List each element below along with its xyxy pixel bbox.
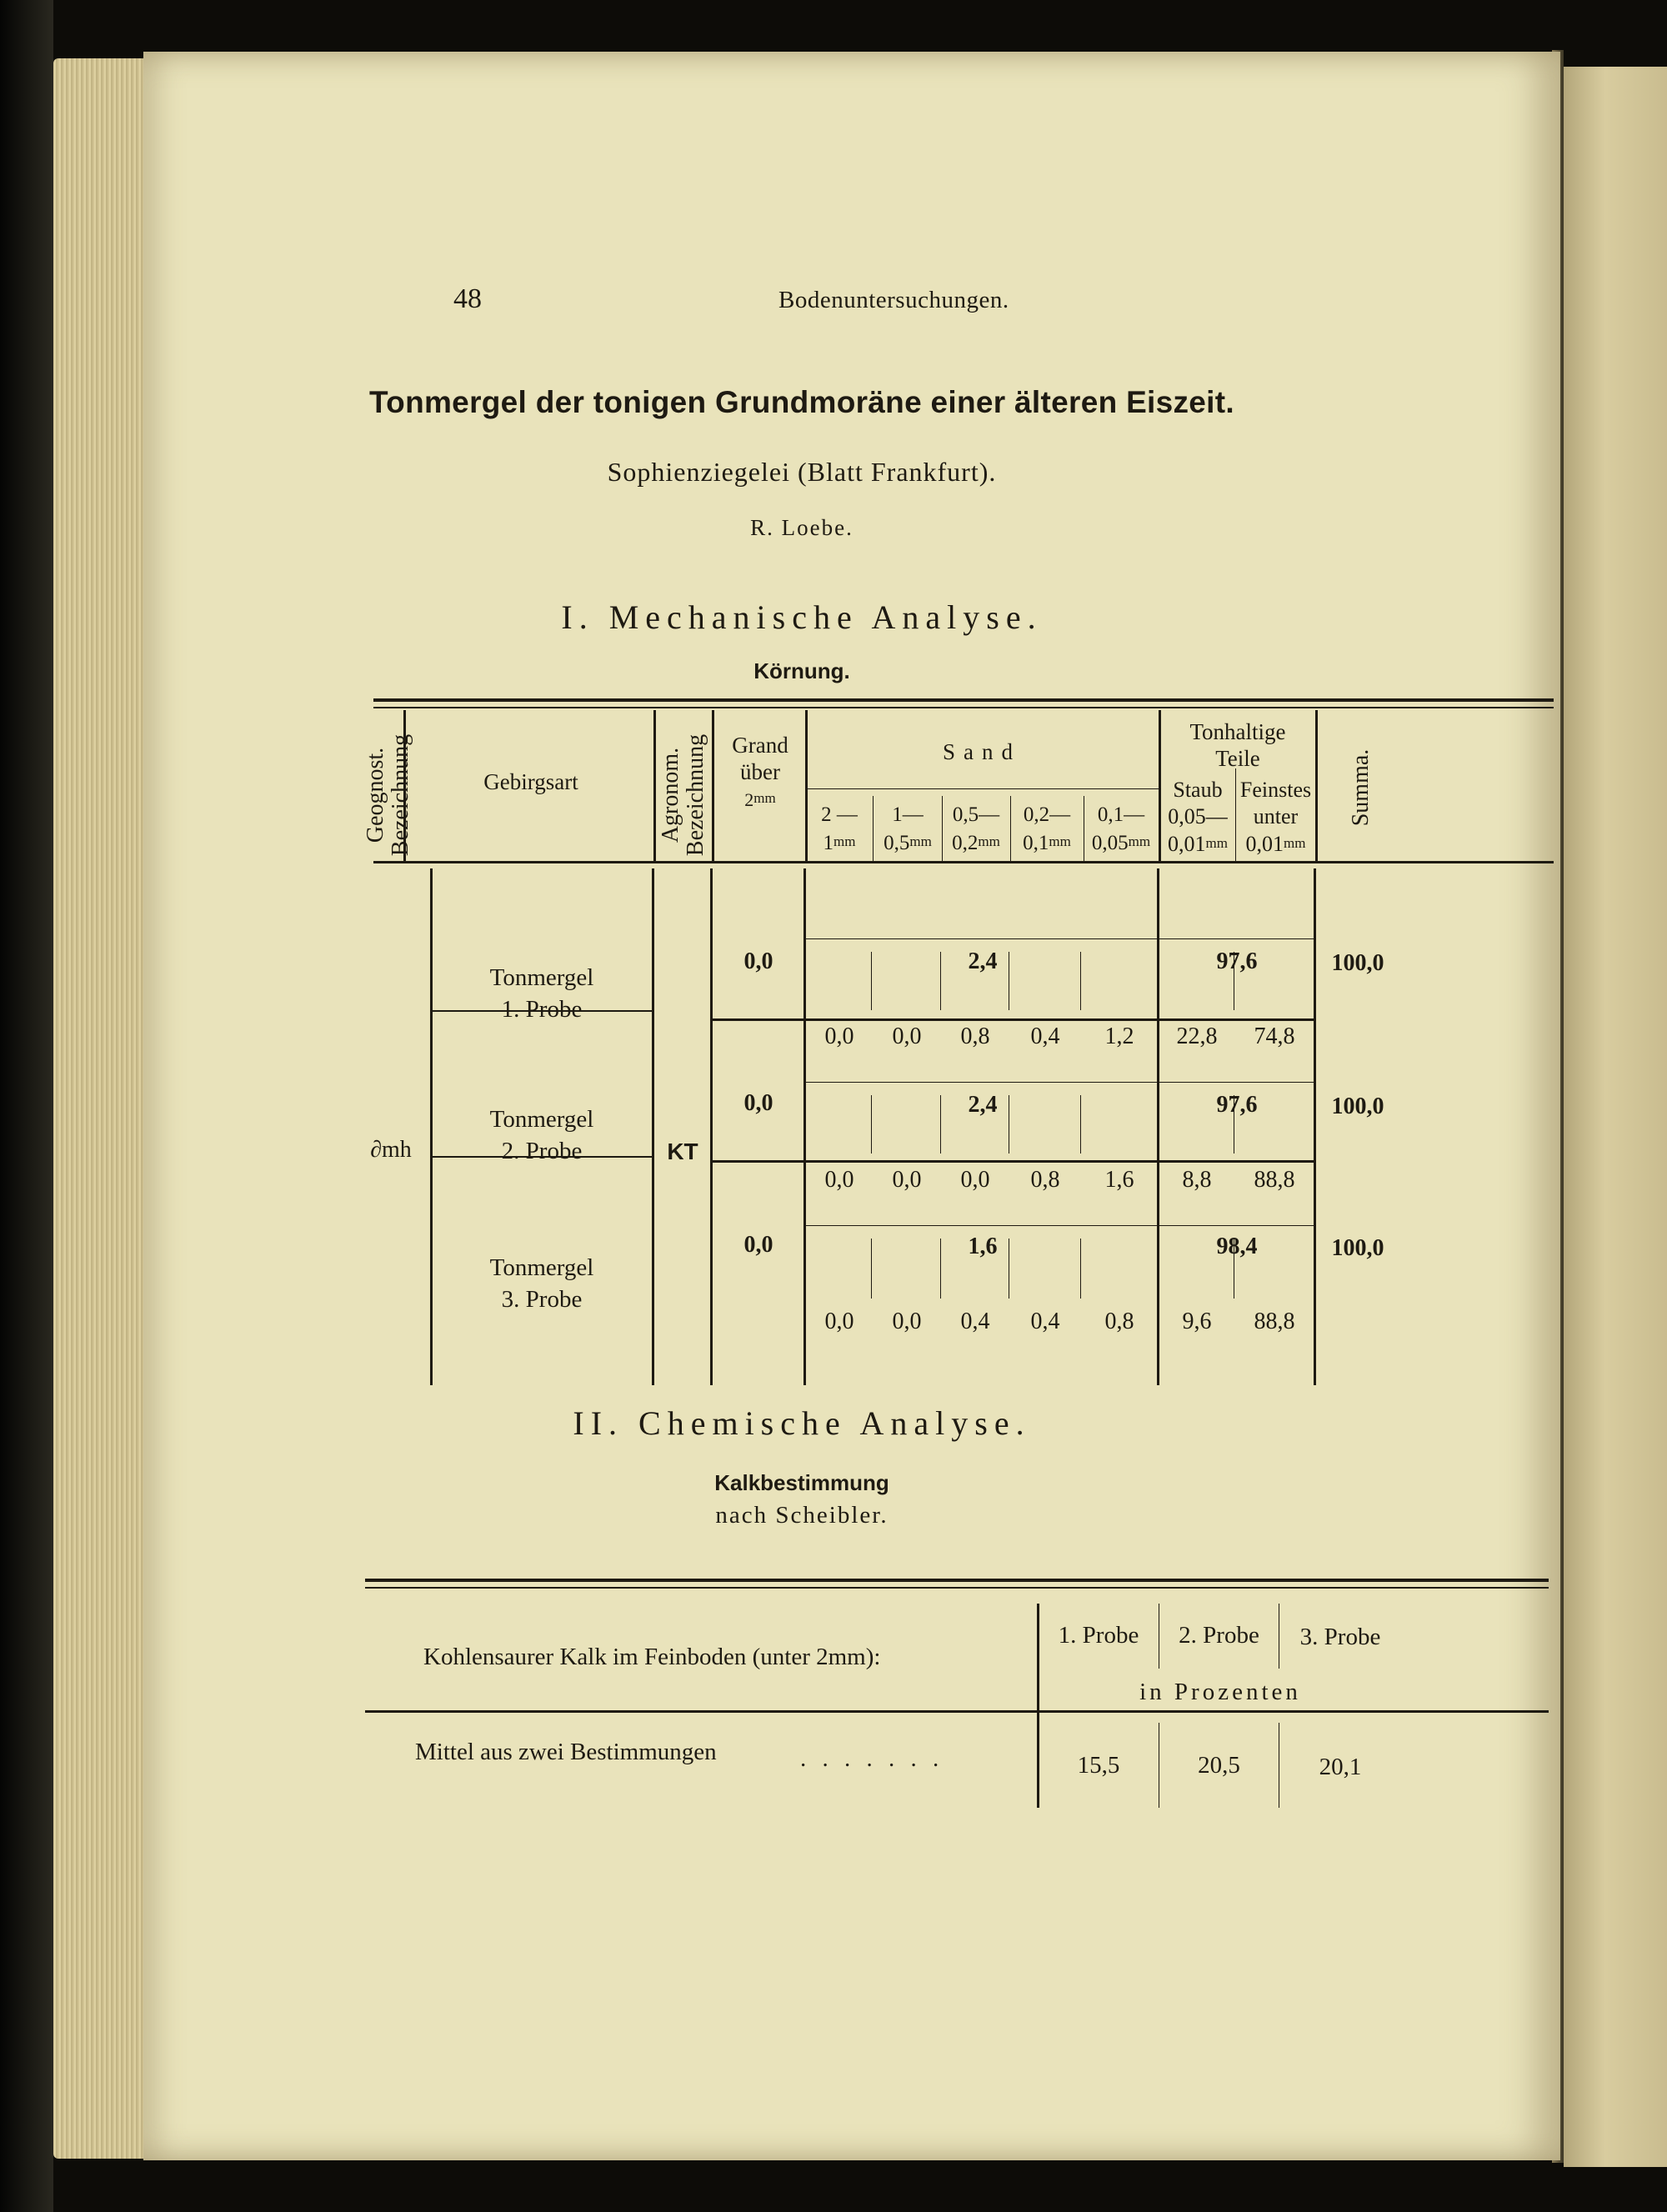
book-cover-edge [0, 0, 53, 2212]
row-name: Tonmergel 2. Probe [489, 1106, 594, 1164]
header-sand-2-1: 2 — $1^{mm}$ [821, 803, 858, 854]
staub-value: 9,6 [1182, 1309, 1212, 1334]
section-heading-chemical: II. Chemische Analyse. [573, 1404, 1031, 1442]
section-subheading-kalk: Kalkbestimmung [714, 1470, 889, 1495]
summa-value: 100,0 [1331, 1093, 1384, 1119]
page-number: 48 [453, 283, 482, 314]
grand-value: 0,0 [743, 1232, 773, 1258]
col-divider [1315, 710, 1318, 861]
col-divider [1157, 868, 1159, 1385]
agronom-value: KT [667, 1139, 698, 1164]
probe-header: 3. Probe [1299, 1624, 1381, 1650]
staub-value: 8,8 [1182, 1167, 1212, 1193]
sand-value: 0,8 [960, 1023, 990, 1049]
feinstes-value: 88,8 [1254, 1167, 1295, 1193]
row-rule [713, 1018, 1316, 1021]
unit-label: in Prozenten [1139, 1679, 1301, 1705]
probe-header: 1. Probe [1058, 1622, 1139, 1649]
sand-value: 0,0 [824, 1309, 854, 1334]
feinstes-value: 88,8 [1254, 1309, 1295, 1334]
sand-total: 2,4 [968, 1092, 998, 1118]
facing-page-edge [1564, 67, 1667, 2167]
sand-value: 1,6 [1104, 1167, 1134, 1193]
sand-value: 0,0 [892, 1167, 922, 1193]
header-agronom: Agronom. Bezeichnung [658, 733, 708, 857]
subtotal-rule [1159, 1082, 1314, 1083]
kalk-value: 20,5 [1198, 1752, 1240, 1779]
section-subheading-scheibler: nach Scheibler. [715, 1502, 889, 1529]
staub-value: 22,8 [1176, 1023, 1218, 1049]
sand-value: 0,0 [960, 1167, 990, 1193]
mean-label: Mittel aus zwei Bestimmungen [415, 1739, 717, 1765]
header-feinstes: Feinstes unter $0,01^{mm}$ [1239, 778, 1312, 856]
col-divider [803, 868, 806, 1385]
col-divider [652, 868, 654, 1385]
author: R. Loebe. [750, 515, 854, 540]
col-divider [710, 868, 713, 1385]
probe-header: 2. Probe [1179, 1622, 1259, 1649]
summa-value: 100,0 [1331, 950, 1384, 976]
header-sand-1-05: 1— $0,5^{mm}$ [884, 803, 932, 854]
header-sand-02-01: 0,2— $0,1^{mm}$ [1023, 803, 1071, 854]
row-rule [713, 1160, 1316, 1163]
row-name: Tonmergel 1. Probe [489, 964, 594, 1023]
table-top-rule-thin [365, 1587, 1549, 1589]
sand-value: 0,8 [1030, 1167, 1060, 1193]
row-name: Tonmergel 3. Probe [489, 1254, 594, 1313]
subtotal-rule [806, 938, 1159, 939]
header-staub: Staub 0,05— $0,01^{mm}$ [1168, 778, 1228, 856]
table-top-rule [373, 698, 1554, 702]
col-divider [1314, 868, 1316, 1385]
geognost-value: ∂mh [370, 1137, 412, 1163]
subtotal-rule [1159, 938, 1314, 939]
subtotal-rule [806, 1082, 1159, 1083]
sand-sub-rule [805, 788, 1159, 789]
sand-value: 0,4 [1030, 1023, 1060, 1049]
section-subheading-koernung: Körnung. [753, 658, 850, 683]
sand-value: 0,8 [1104, 1309, 1134, 1334]
leader-dots: . . . . . . . [800, 1745, 944, 1772]
sand-value: 0,0 [824, 1023, 854, 1049]
table-header-rule [373, 861, 1554, 863]
grand-value: 0,0 [743, 1090, 773, 1116]
kalk-value: 20,1 [1319, 1754, 1362, 1780]
sand-value: 0,4 [1030, 1309, 1060, 1334]
summa-value: 100,0 [1331, 1235, 1384, 1261]
sand-total: 2,4 [968, 948, 998, 974]
subtotal-rule [806, 1225, 1159, 1226]
header-tonhaltige: Tonhaltige Teile [1189, 719, 1286, 771]
header-grand: Grand über $2^{mm}$ [732, 733, 788, 810]
kalk-row-label: Kohlensaurer Kalk im Feinboden (unter 2mm): [423, 1644, 881, 1670]
page-edges [53, 58, 143, 2159]
ton-total: 97,6 [1216, 1092, 1258, 1118]
sand-total: 1,6 [968, 1234, 998, 1259]
table-top-rule-thin [373, 707, 1554, 708]
kalk-value: 15,5 [1077, 1752, 1120, 1779]
col-divider [653, 710, 656, 861]
header-sand-05-02: 0,5— $0,2^{mm}$ [952, 803, 1000, 854]
section-heading-mechanical: I. Mechanische Analyse. [561, 598, 1043, 636]
table-header-rule [365, 1710, 1549, 1713]
sand-value: 0,0 [892, 1309, 922, 1334]
grand-value: 0,0 [743, 948, 773, 974]
sand-value: 1,2 [1104, 1023, 1134, 1049]
header-sand: Sand [943, 739, 1021, 764]
header-summa: Summa. [1348, 748, 1374, 827]
header-gebirgsart: Gebirgsart [483, 769, 578, 794]
book-page [143, 52, 1560, 2160]
table-top-rule [365, 1579, 1549, 1582]
subtotal-rule [1159, 1225, 1314, 1226]
ton-total: 97,6 [1216, 948, 1258, 974]
header-sand-01-005: 0,1— $0,05^{mm}$ [1091, 803, 1151, 854]
running-head: Bodenuntersuchungen. [778, 287, 1009, 313]
header-geognost: Geognost. Bezeichnung [363, 733, 413, 857]
sand-value: 0,4 [960, 1309, 990, 1334]
sand-value: 0,0 [892, 1023, 922, 1049]
feinstes-value: 74,8 [1254, 1023, 1295, 1049]
sand-value: 0,0 [824, 1167, 854, 1193]
page-title: Tonmergel der tonigen Grundmoräne einer älteren Eiszeit. [369, 385, 1234, 419]
ton-total: 98,4 [1216, 1234, 1258, 1259]
subtitle: Sophienziegelei (Blatt Frankfurt). [607, 457, 997, 487]
